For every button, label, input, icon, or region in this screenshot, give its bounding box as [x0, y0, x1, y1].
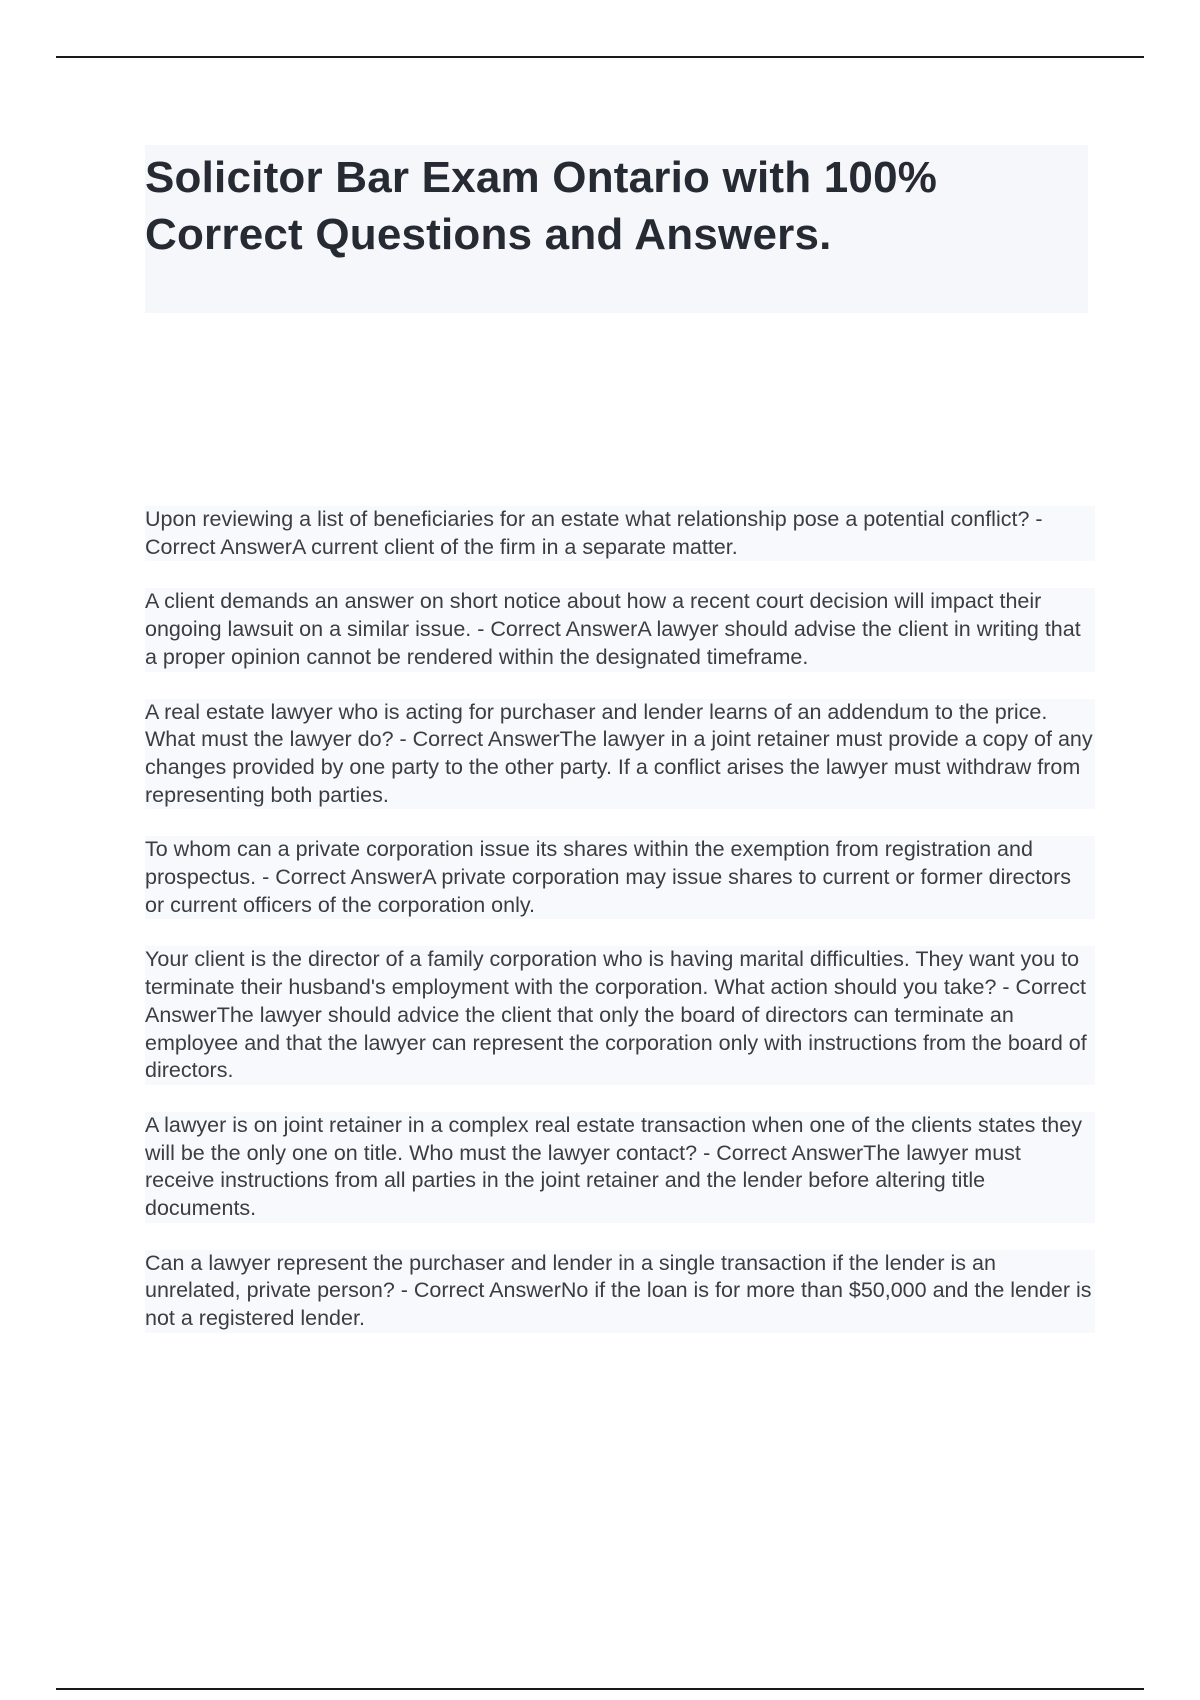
- qa-item: To whom can a private corporation issue its shares within the exemption from registration and prospectus. - Correct AnswerA private corporation may issue shares to current or former directors or current officers of the corporation only.: [145, 836, 1095, 919]
- bottom-rule: [56, 1688, 1144, 1690]
- qa-item: A client demands an answer on short notice about how a recent court decision will impact their ongoing lawsuit on a similar issue. - Correct AnswerA lawyer should advise the client in writing that a proper opinion cannot be rendered within the designated timeframe.: [145, 588, 1095, 671]
- qa-item: Your client is the director of a family corporation who is having marital difficulties. They want you to terminate their husband's employment with the corporation. What action should you take? - Correct AnswerThe lawyer should advice the client that only the board of directors can terminate an employee and that the lawyer can represent the corporation only with instructions from the board of directors.: [145, 946, 1095, 1085]
- top-rule: [56, 56, 1144, 58]
- document-title: Solicitor Bar Exam Ontario with 100% Correct Questions and Answers.: [145, 153, 938, 259]
- qa-item: A real estate lawyer who is acting for purchaser and lender learns of an addendum to the price. What must the lawyer do? - Correct AnswerThe lawyer in a joint retainer must provide a copy of any changes provided by one party to the other party. If a conflict arises the lawyer must withdraw from representing both parties.: [145, 699, 1095, 810]
- qa-item: Upon reviewing a list of beneficiaries for an estate what relationship pose a potential conflict? - Correct AnswerA current client of the firm in a separate matter.: [145, 506, 1095, 561]
- qa-item: Can a lawyer represent the purchaser and lender in a single transaction if the lender is an unrelated, private person? - Correct AnswerNo if the loan is for more than $50,000 and the lender is not a registered lender.: [145, 1250, 1095, 1333]
- qa-list: [145, 506, 1095, 1360]
- title-block: [145, 145, 1088, 313]
- qa-item: A lawyer is on joint retainer in a complex real estate transaction when one of the clients states they will be the only one on title. Who must the lawyer contact? - Correct AnswerThe lawyer must receive instructions from all parties in the joint retainer and the lender before altering title documents.: [145, 1112, 1095, 1223]
